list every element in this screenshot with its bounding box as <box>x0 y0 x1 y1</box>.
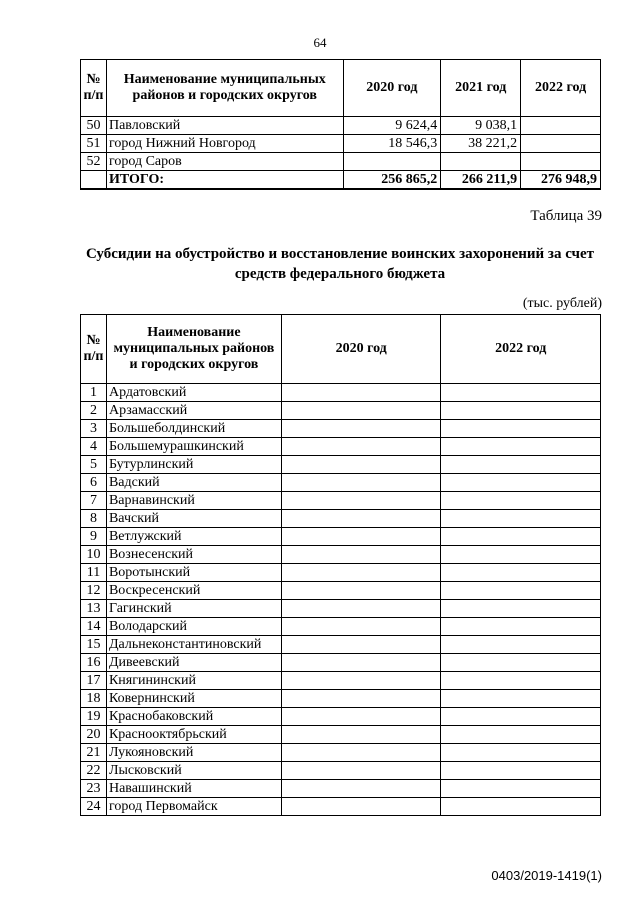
cell-2022 <box>441 546 601 564</box>
cell-2020 <box>281 492 441 510</box>
total-2021: 266 211,9 <box>441 171 521 190</box>
table-row <box>81 402 601 420</box>
cell-2022 <box>441 438 601 456</box>
row-name: город Саров <box>106 153 343 171</box>
header-name: Наименование муниципальных районов и городских округов <box>106 60 343 117</box>
cell-2022 <box>441 798 601 816</box>
cell-2020 <box>281 402 441 420</box>
row-name: Ветлужский <box>106 528 281 546</box>
table-row <box>81 690 601 708</box>
cell-2022 <box>441 528 601 546</box>
header-2020: 2020 год <box>281 315 441 384</box>
total-2020: 256 865,2 <box>343 171 441 190</box>
cell-2022 <box>441 600 601 618</box>
cell-2020 <box>281 582 441 600</box>
cell-2020 <box>281 420 441 438</box>
page-number: 64 <box>313 35 327 50</box>
header-2022: 2022 год <box>441 315 601 384</box>
row-name: Воскресенский <box>106 582 281 600</box>
total-row <box>81 171 601 190</box>
header-2021: 2021 год <box>441 60 521 117</box>
row-number: 14 <box>81 618 107 636</box>
table-row <box>81 135 601 153</box>
row-number: 3 <box>81 420 107 438</box>
row-number: 2 <box>81 402 107 420</box>
cell-2020 <box>281 528 441 546</box>
row-number: 19 <box>81 708 107 726</box>
cell-2022 <box>441 762 601 780</box>
table-row <box>81 762 601 780</box>
cell-2020 <box>281 690 441 708</box>
row-name: Большеболдинский <box>106 420 281 438</box>
total-2022: 276 948,9 <box>521 171 601 190</box>
row-number: 18 <box>81 690 107 708</box>
row-name: Ковернинский <box>106 690 281 708</box>
row-number: 52 <box>81 153 107 171</box>
cell-2022 <box>441 618 601 636</box>
cell-2022 <box>441 672 601 690</box>
cell-2022 <box>441 654 601 672</box>
cell-2022 <box>441 564 601 582</box>
row-number: 21 <box>81 744 107 762</box>
row-name: Арзамасский <box>106 402 281 420</box>
cell-2022 <box>441 744 601 762</box>
row-name: Воротынский <box>106 564 281 582</box>
cell-2022 <box>441 510 601 528</box>
cell-2020 <box>281 708 441 726</box>
table-row <box>81 672 601 690</box>
cell-2020 <box>281 636 441 654</box>
row-number: 20 <box>81 726 107 744</box>
header-2020: 2020 год <box>343 60 441 117</box>
row-name: Ардатовский <box>106 384 281 402</box>
row-name: Краснобаковский <box>106 708 281 726</box>
cell-2020 <box>281 564 441 582</box>
cell-2021 <box>441 153 521 171</box>
row-number: 7 <box>81 492 107 510</box>
cell-2022 <box>441 474 601 492</box>
row-name: Вачский <box>106 510 281 528</box>
cell-2022 <box>441 456 601 474</box>
cell-2022 <box>441 780 601 798</box>
row-number: 10 <box>81 546 107 564</box>
table-row <box>81 384 601 402</box>
row-number: 11 <box>81 564 107 582</box>
row-name: Навашинский <box>106 780 281 798</box>
cell-2022 <box>521 135 601 153</box>
row-name: Княгининский <box>106 672 281 690</box>
table-row <box>81 726 601 744</box>
table-row <box>81 546 601 564</box>
row-number: 23 <box>81 780 107 798</box>
table-row <box>81 456 601 474</box>
row-name: Лысковский <box>106 762 281 780</box>
row-number: 16 <box>81 654 107 672</box>
row-name: Павловский <box>106 117 343 135</box>
unit-label: (тыс. рублей) <box>522 296 602 311</box>
row-name: Вознесенский <box>106 546 281 564</box>
header-name: Наименование муниципальных районов и городских округов <box>106 315 281 384</box>
table-main-header <box>81 315 601 384</box>
cell-2022 <box>441 420 601 438</box>
cell-2020 <box>281 600 441 618</box>
table-row <box>81 474 601 492</box>
table-row <box>81 582 601 600</box>
row-number: 24 <box>81 798 107 816</box>
row-number: 15 <box>81 636 107 654</box>
header-num: № п/п <box>81 315 107 384</box>
cell-2022 <box>521 153 601 171</box>
table-row <box>81 600 601 618</box>
cell-2020 <box>281 438 441 456</box>
row-name: Вадский <box>106 474 281 492</box>
cell-2020 <box>281 798 441 816</box>
row-name: Краснооктябрьский <box>106 726 281 744</box>
row-name: город Первомайск <box>106 798 281 816</box>
table-row <box>81 618 601 636</box>
cell-2020 <box>343 153 441 171</box>
cell-2022 <box>521 117 601 135</box>
table-top-header <box>81 60 601 117</box>
table-row <box>81 420 601 438</box>
table-row <box>81 564 601 582</box>
row-name: Варнавинский <box>106 492 281 510</box>
table-row <box>81 636 601 654</box>
cell-2020 <box>281 510 441 528</box>
cell-2020 <box>281 474 441 492</box>
cell-2020 <box>281 384 441 402</box>
row-number: 9 <box>81 528 107 546</box>
cell-2022 <box>441 636 601 654</box>
cell-2022 <box>441 726 601 744</box>
table-row <box>81 744 601 762</box>
row-number: 5 <box>81 456 107 474</box>
cell-2022 <box>441 402 601 420</box>
row-name: Гагинский <box>106 600 281 618</box>
cell-2020 <box>281 744 441 762</box>
row-number: 8 <box>81 510 107 528</box>
cell-2020: 9 624,4 <box>343 117 441 135</box>
table-main <box>80 314 601 816</box>
table-row <box>81 492 601 510</box>
row-name: Лукояновский <box>106 744 281 762</box>
row-number: 6 <box>81 474 107 492</box>
header-num: № п/п <box>81 60 107 117</box>
cell-2020 <box>281 780 441 798</box>
table-row <box>81 528 601 546</box>
cell-2022 <box>441 708 601 726</box>
row-number: 51 <box>81 135 107 153</box>
row-name: город Нижний Новгород <box>106 135 343 153</box>
row-name: Бутурлинский <box>106 456 281 474</box>
table-top <box>80 59 601 190</box>
table-row <box>81 510 601 528</box>
table-title: Субсидии на обустройство и восстановление воинских захоронений за счет средств федерального бюджета <box>85 246 595 282</box>
cell-2020 <box>281 672 441 690</box>
row-number: 17 <box>81 672 107 690</box>
cell-2021: 9 038,1 <box>441 117 521 135</box>
cell-2020 <box>281 654 441 672</box>
row-number: 13 <box>81 600 107 618</box>
row-number: 12 <box>81 582 107 600</box>
cell-2022 <box>441 690 601 708</box>
cell-2020 <box>281 456 441 474</box>
row-name: Володарский <box>106 618 281 636</box>
table-row <box>81 117 601 135</box>
table-row <box>81 798 601 816</box>
cell-2020 <box>281 618 441 636</box>
table-row <box>81 438 601 456</box>
table-row <box>81 654 601 672</box>
table-row <box>81 708 601 726</box>
total-num <box>81 171 107 190</box>
cell-2020 <box>281 546 441 564</box>
row-number: 4 <box>81 438 107 456</box>
cell-2020 <box>281 762 441 780</box>
cell-2022 <box>441 582 601 600</box>
row-number: 1 <box>81 384 107 402</box>
total-label: ИТОГО: <box>106 171 343 190</box>
table-row <box>81 780 601 798</box>
cell-2021: 38 221,2 <box>441 135 521 153</box>
table-row <box>81 153 601 171</box>
header-2022: 2022 год <box>521 60 601 117</box>
cell-2022 <box>441 384 601 402</box>
row-number: 50 <box>81 117 107 135</box>
cell-2020: 18 546,3 <box>343 135 441 153</box>
row-number: 22 <box>81 762 107 780</box>
row-name: Дальнеконстантиновский <box>106 636 281 654</box>
row-name: Дивеевский <box>106 654 281 672</box>
table-label: Таблица 39 <box>530 208 602 224</box>
cell-2020 <box>281 726 441 744</box>
cell-2022 <box>441 492 601 510</box>
row-name: Большемурашкинский <box>106 438 281 456</box>
document-code: 0403/2019-1419(1) <box>491 868 602 883</box>
